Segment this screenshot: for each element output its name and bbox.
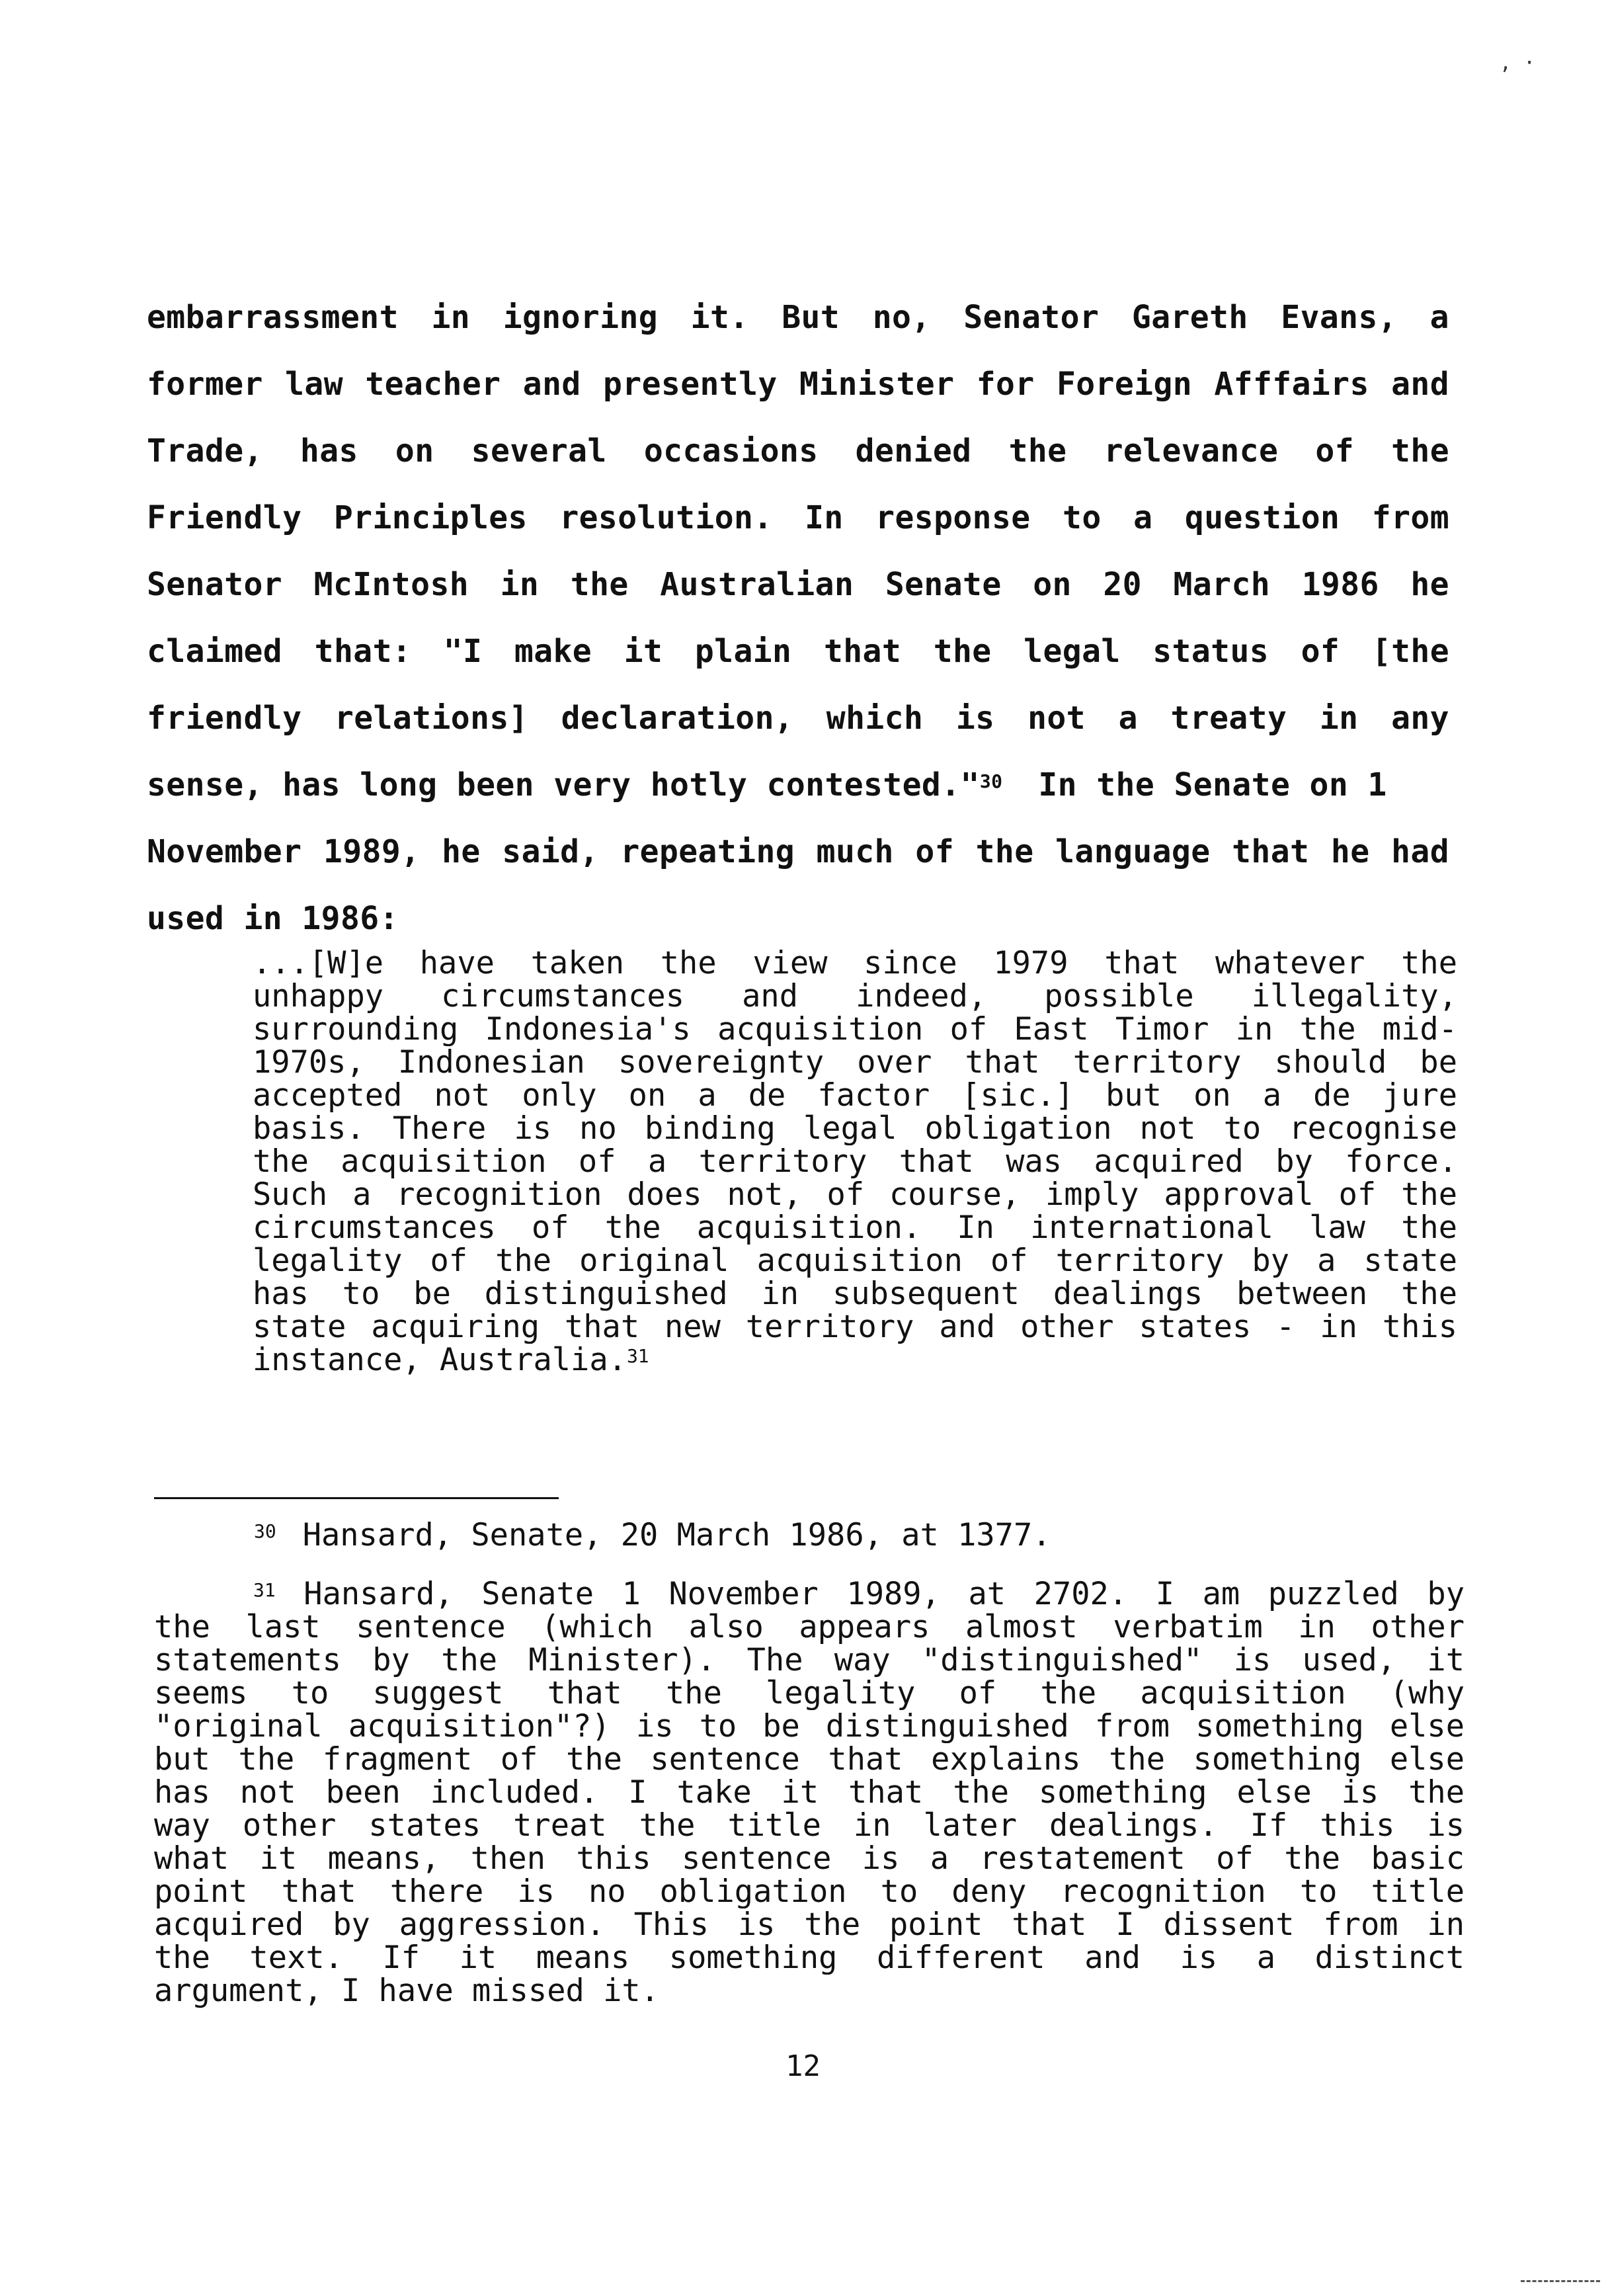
body-line: friendly relations] declaration, which is not a treaty in any	[147, 700, 1449, 737]
quote-line: legality of the original acquisition of territory by a state	[253, 1245, 1457, 1278]
body-line-tail: In the Senate on 1	[1038, 766, 1387, 803]
quote-line: the acquisition of a territory that was acquired by force.	[253, 1145, 1457, 1178]
quote-line: surrounding Indonesia's acquisition of East Timor in the mid-	[253, 1013, 1457, 1046]
page-number: 12	[785, 2049, 821, 2083]
footnote-line-text: Hansard, Senate 1 November 1989, at 2702. I am puzzled by	[303, 1578, 1465, 1611]
quote-line: unhappy circumstances and indeed, possible illegality,	[253, 980, 1457, 1013]
footnote-line: statements by the Minister). The way "distinguished" is used, it	[154, 1644, 1465, 1677]
footnote-line: but the fragment of the sentence that explains the something else	[154, 1743, 1465, 1776]
quote-line: Such a recognition does not, of course, imply approval of the	[253, 1178, 1457, 1211]
footnote-line: "original acquisition"?) is to be distinguished from something else	[154, 1710, 1465, 1743]
quote-line: accepted not only on a de factor [sic.] but on a de jure	[253, 1079, 1457, 1112]
body-paragraph	[147, 284, 1449, 952]
quote-line: basis. There is no binding legal obligation not to recognise	[253, 1112, 1457, 1145]
scan-edge-mark	[1521, 2280, 1600, 2289]
quote-line: has to be distinguished in subsequent dealings between the	[253, 1278, 1457, 1311]
footnote-number-31: 31	[253, 1579, 276, 1601]
footnote-number-30: 30	[254, 1520, 276, 1542]
body-line: Friendly Principles resolution. In response to a question from	[147, 499, 1449, 536]
body-line: Trade, has on several occasions denied the relevance of the	[147, 432, 1449, 470]
body-line-text: sense, has long been very hotly contested."	[147, 766, 980, 803]
body-line: November 1989, he said, repeating much of the language that he had	[147, 833, 1449, 870]
corner-mark: , ·	[1500, 52, 1536, 75]
footnote-line: seems to suggest that the legality of the acquisition (why	[154, 1677, 1465, 1710]
footnote-line: acquired by aggression. This is the point that I dissent from in	[154, 1908, 1465, 1942]
footnote-line: way other states treat the title in later dealings. If this is	[154, 1809, 1465, 1842]
footnote-line: what it means, then this sentence is a restatement of the basic	[154, 1842, 1465, 1875]
footnote-line: argument, I have missed it.	[154, 1973, 660, 2009]
body-line-with-footnote	[147, 752, 1449, 819]
body-line: embarrassment in ignoring it. But no, Senator Gareth Evans, a	[147, 299, 1449, 336]
footnote-line: point that there is no obligation to deny recognition to title	[154, 1875, 1465, 1908]
footnote-separator	[154, 1497, 559, 1499]
body-line: used in 1986:	[147, 900, 399, 937]
quote-line: circumstances of the acquisition. In international law the	[253, 1211, 1457, 1245]
footnote-line: the text. If it means something different and is a distinct	[154, 1942, 1465, 1975]
footnote-31	[154, 1578, 1465, 2008]
quote-line-text: instance, Australia.	[253, 1342, 627, 1378]
body-line: Senator McIntosh in the Australian Senate on 20 March 1986 he	[147, 566, 1449, 603]
footnote-line: the last sentence (which also appears almost verbatim in other	[154, 1611, 1465, 1644]
block-quote	[253, 947, 1457, 1377]
footnote-ref-30: 30	[979, 770, 1003, 792]
quote-line: state acquiring that new territory and other states - in this	[253, 1311, 1457, 1344]
quote-line: 1970s, Indonesian sovereignty over that territory should be	[253, 1046, 1457, 1079]
quote-line: ...[W]e have taken the view since 1979 that whatever the	[253, 947, 1457, 980]
footnote-text-30: Hansard, Senate, 20 March 1986, at 1377.	[302, 1517, 1051, 1553]
footnote-30	[254, 1516, 1051, 1555]
footnote-line: has not been included. I take it that the something else is the	[154, 1776, 1465, 1809]
footnote-line-first	[154, 1578, 1465, 1611]
footnote-ref-31: 31	[626, 1345, 649, 1367]
body-line: claimed that: "I make it plain that the legal status of [the	[147, 633, 1449, 670]
body-line: former law teacher and presently Minister for Foreign Afffairs and	[147, 366, 1449, 403]
quote-line-last	[253, 1344, 1457, 1377]
